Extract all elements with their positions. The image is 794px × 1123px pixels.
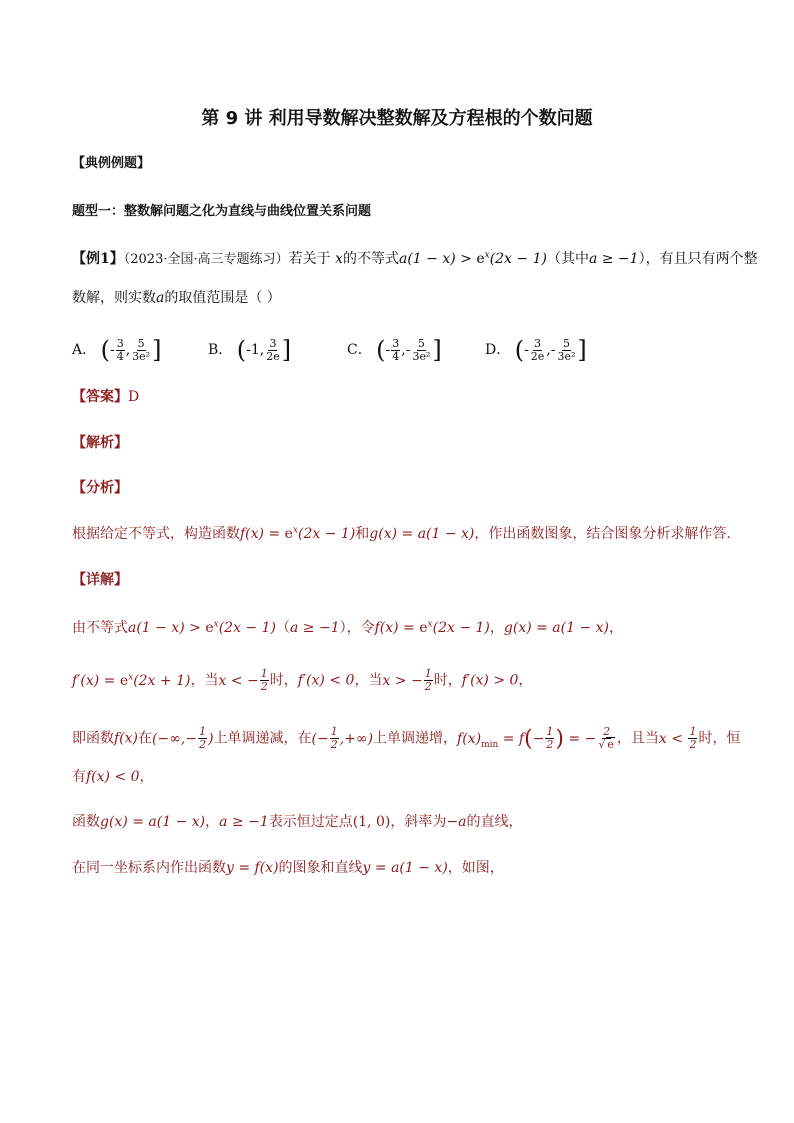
bracket-left-icon: (	[376, 336, 386, 364]
text: ，斜率为	[390, 814, 447, 830]
math-fx: $f(x) = e^x(2x - 1)$	[374, 619, 490, 636]
text: 在同一坐标系内作出函数	[72, 860, 226, 876]
detail-line-1: 由不等式$a(1 - x) > e^x(2x - 1)(a \ge -1)$，令$f(x) = e^x(2x - 1)$，g(x) = a(1 − x)，	[72, 619, 624, 636]
example-line-2	[72, 287, 281, 307]
math-condition: a ≥ −1	[588, 251, 639, 267]
example-text: 的取值范围是（ ）	[164, 290, 281, 306]
option-d[interactable]: D． (- $\frac{3}{2e}$ ,- $\frac{5}{\text{3e²}}$ ]	[485, 336, 587, 364]
denominator: 4	[392, 349, 400, 363]
math-slope: −a	[446, 814, 467, 830]
detail-line-2: $f'(x) = e^x(2x + 1)$，当x < − $\frac{1}{2}$ 时，f′(x) < 0，当x > − $\frac{1}{2}$ 时，f′(x) > 0，	[72, 667, 533, 693]
example-label: 【例1】	[72, 251, 124, 267]
type-heading: 题型一：整数解问题之化为直线与曲线位置关系问题	[72, 204, 372, 219]
fraction	[131, 338, 151, 363]
section-examples-heading: 【典例例题】	[72, 156, 151, 171]
text: 时，	[269, 672, 298, 689]
math-minus: -	[385, 342, 391, 358]
numerator: 3	[392, 336, 400, 350]
math-fx-neg: f(x) < 0	[86, 769, 140, 785]
math-inequality: $a(1 - x) > e^x(2x - 1)$	[398, 250, 547, 267]
denominator: 3e²	[132, 349, 151, 363]
text: ，作出函数图象，结合图象分析求解作答.	[474, 526, 731, 542]
numerator: 3	[116, 336, 124, 350]
denominator: 3e²	[412, 349, 431, 363]
bracket-right-icon: ]	[577, 336, 587, 364]
math-minus: -	[109, 342, 115, 358]
detail-line-5: 函数g(x) = a(1 − x)，a ≥ −1表示恒过定点(1, 0)，斜率为−a的直线，	[72, 814, 523, 830]
math-minus: -	[524, 342, 529, 358]
text: 函数	[72, 814, 100, 830]
option-a[interactable]: A． (- $\frac{3}{4}$ , $\frac{5}{\text{3e²}}$ ]	[72, 336, 162, 364]
numerator: 3	[534, 336, 542, 350]
text: 即函数	[72, 730, 114, 747]
fenxi-label: 【分析】	[72, 480, 128, 496]
fraction	[116, 338, 125, 363]
math-yfx: y = f(x)	[226, 860, 279, 876]
numerator: 5	[137, 336, 145, 350]
text: 由不等式	[72, 620, 128, 636]
math-fprime: $f'(x) = e^x(2x + 1)$	[72, 671, 191, 689]
option-label: B．	[208, 342, 233, 358]
math-fx: $f(x) = e^x(2x - 1)$	[240, 525, 356, 542]
math-minus: -	[405, 342, 411, 358]
numerator: 3	[269, 336, 277, 350]
analysis-label: 【解析】	[72, 435, 128, 451]
option-label: C．	[347, 342, 372, 358]
answer-label: 【答案】	[72, 389, 128, 405]
example-text: 若关于	[288, 251, 331, 267]
text: 在	[138, 730, 153, 747]
detail-line-3	[72, 726, 740, 751]
option-b[interactable]: B． (-1, $\frac{3}{2e}$ ]	[208, 336, 292, 364]
bracket-left-icon: (	[514, 336, 525, 364]
text: 和	[355, 526, 370, 542]
fraction	[557, 338, 577, 363]
text: 的图象和直线	[278, 860, 363, 876]
example-text: 的不等式	[342, 251, 399, 267]
math-fx: f(x)	[114, 730, 139, 747]
answer-line	[72, 386, 139, 406]
answer-value: D	[128, 389, 140, 405]
math-cond: x < − $\frac{1}{2}$	[218, 667, 268, 693]
math-point: (1, 0)	[352, 814, 391, 830]
math-minus: -	[550, 342, 556, 358]
fraction	[265, 338, 281, 363]
bracket-right-icon: ]	[432, 336, 442, 364]
math-a: a	[156, 290, 165, 306]
fraction	[391, 338, 400, 363]
detail-line-4: 有f(x) < 0，	[72, 769, 154, 785]
denominator: 2e	[266, 349, 280, 363]
bracket-left-icon: (	[236, 336, 247, 364]
math-gx: g(x) = a(1 − x)	[369, 526, 475, 542]
fraction	[411, 338, 431, 363]
example-text: ），有且只有两个整	[638, 251, 758, 267]
text: ，当	[354, 672, 383, 689]
math-value: -1	[246, 342, 260, 358]
option-c[interactable]: C． (- $\frac{3}{4}$ ,- $\frac{5}{\text{3e²}}$ ]	[347, 336, 442, 364]
bracket-left-icon: (	[100, 336, 110, 364]
math-gx: g(x) = a(1 − x)	[100, 814, 206, 830]
numerator: 5	[562, 336, 570, 350]
math-fprime-neg: f′(x) < 0	[297, 672, 355, 689]
math-cond: x > − $\frac{1}{2}$	[382, 667, 432, 693]
math-inequality: $a(1 - x) > e^x(2x - 1)$	[128, 619, 276, 636]
text: ，且当	[616, 730, 659, 747]
fraction	[530, 338, 546, 363]
text: ，如图，	[447, 860, 504, 876]
example-source: （2023·全国·高三专题练习）	[123, 252, 289, 267]
text: 上单调递减，在	[213, 730, 312, 747]
numerator: 5	[417, 336, 425, 350]
text: ，令	[346, 620, 375, 636]
text: 的直线，	[466, 814, 523, 830]
text: 根据给定不等式，构造函数	[72, 526, 240, 542]
math-fprime-pos: f′(x) > 0	[461, 672, 519, 689]
bracket-right-icon: ]	[152, 336, 162, 364]
math-cond: x < $\frac{1}{2}$	[658, 725, 697, 751]
example-text: 数解，则实数	[72, 290, 156, 306]
text: 时，恒	[698, 730, 741, 747]
example-text: （其中	[546, 251, 589, 267]
detail-label: 【详解】	[72, 572, 128, 588]
math-condition: a ≥ −1	[219, 814, 269, 830]
bracket-right-icon: ]	[281, 336, 292, 364]
text: 时，	[433, 672, 462, 689]
text: ，当	[190, 672, 219, 689]
example-line-1	[72, 248, 758, 268]
option-label: A．	[72, 342, 97, 358]
math-x: x	[335, 251, 343, 267]
text: 表示恒过定点	[268, 814, 353, 830]
detail-line-6	[72, 857, 504, 877]
text: 上单调递增，	[373, 730, 458, 747]
denominator: 4	[116, 349, 124, 363]
denominator: 3e²	[557, 349, 576, 363]
denominator: 2e	[530, 349, 545, 363]
math-interval: (−∞,− $\frac{1}{2}$ )	[152, 725, 214, 751]
option-label: D．	[485, 342, 511, 358]
math-fmin: $f(x)_{min} = f(-$ $\frac{1}{2}$ ) = − $\frac{2}{√ e}$	[457, 725, 614, 751]
math-interval: (− $\frac{1}{2}$ ,+∞)	[311, 725, 374, 751]
math-gx: g(x) = a(1 − x)	[503, 620, 610, 636]
math-condition: a ≥ −1	[289, 620, 340, 636]
fenxi-text	[72, 523, 731, 543]
page-title: 第 9 讲 利用导数解决整数解及方程根的个数问题	[201, 108, 593, 129]
math-line: y = a(1 − x)	[362, 860, 448, 876]
text: 有	[72, 769, 86, 785]
